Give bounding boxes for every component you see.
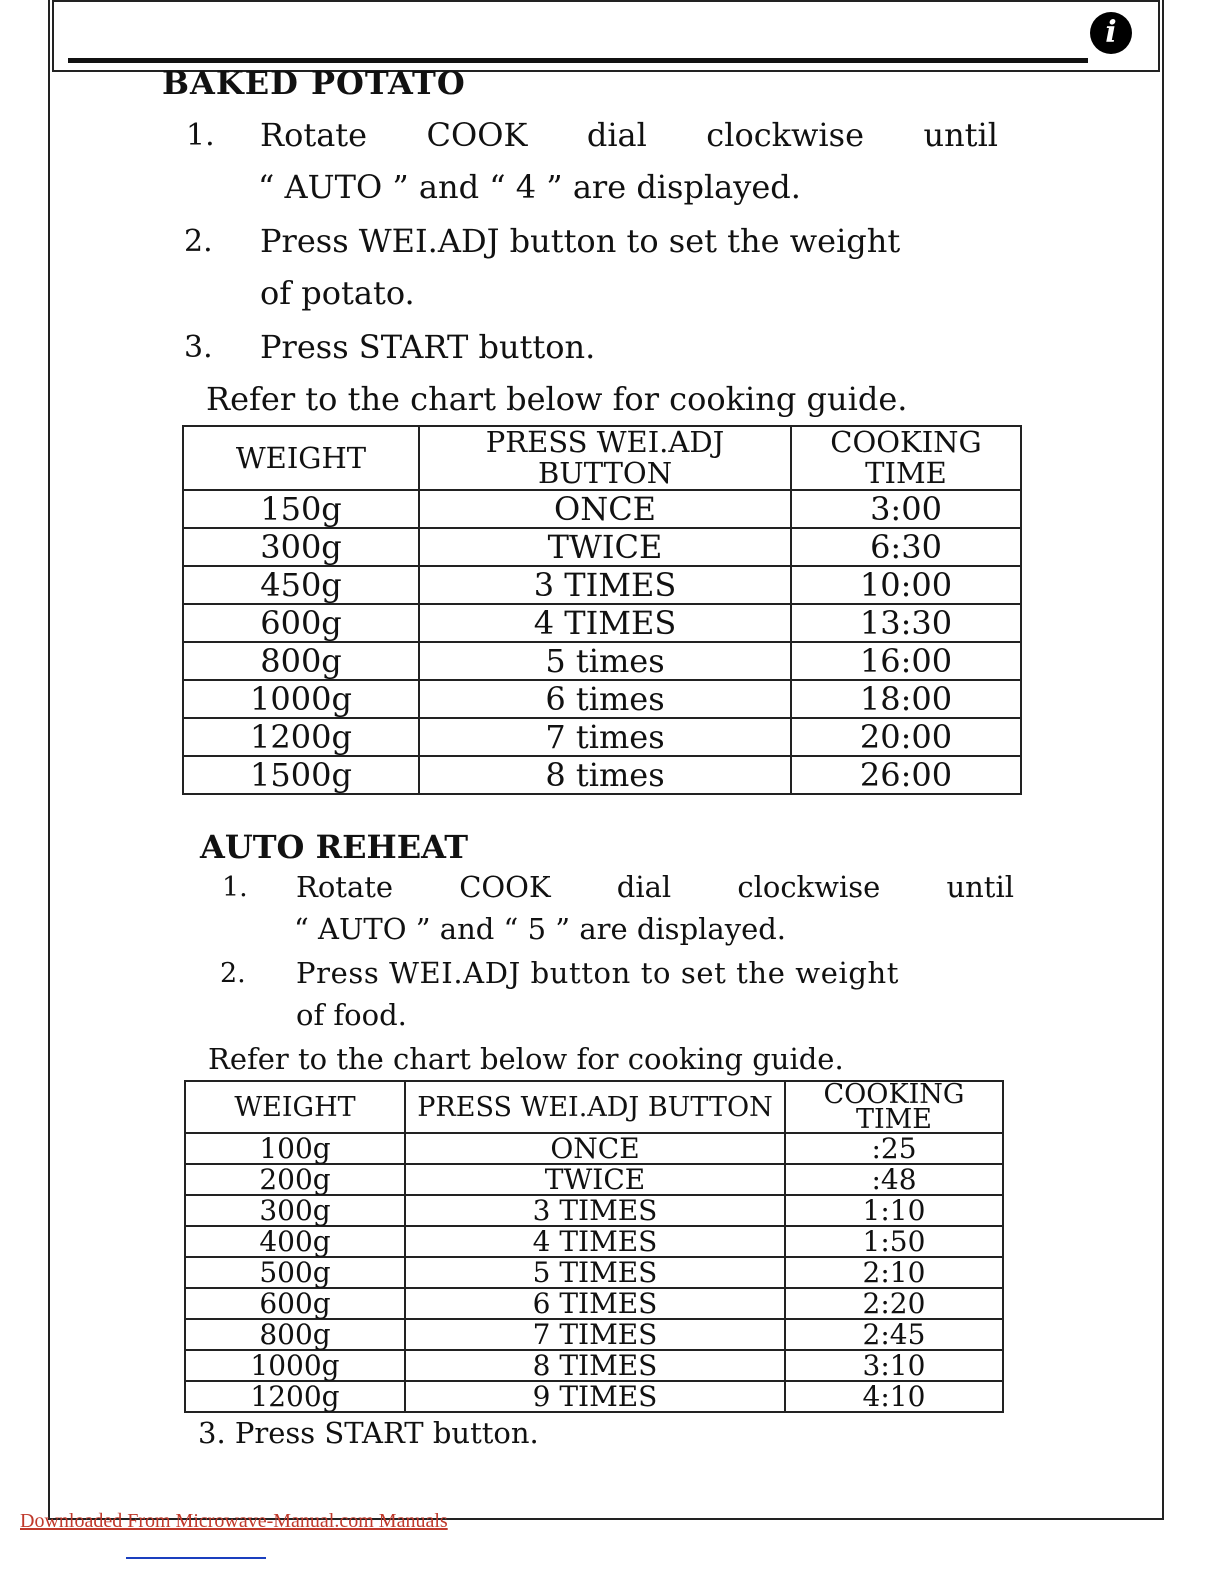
step-line: Press WEI.ADJ button to set the weight: [260, 222, 901, 260]
table-cell: 13:30: [791, 604, 1021, 642]
table-header: PRESS WEI.ADJ BUTTON: [419, 426, 791, 490]
table-cell: ONCE: [405, 1133, 785, 1164]
step-number: 1.: [222, 872, 248, 903]
table-row: [183, 718, 1021, 756]
baked-potato-table: [182, 425, 1022, 795]
table-cell: 3 TIMES: [419, 566, 791, 604]
table-row: [185, 1195, 1003, 1226]
table-cell: TWICE: [419, 528, 791, 566]
table-header-row: [185, 1081, 1003, 1133]
table-cell: 8 times: [419, 756, 791, 794]
table-row: [183, 528, 1021, 566]
table-cell: 5 times: [419, 642, 791, 680]
step-word: Rotate: [260, 116, 368, 154]
table-row: [185, 1226, 1003, 1257]
table-cell: 300g: [185, 1195, 405, 1226]
table-cell: 150g: [183, 490, 419, 528]
table-row: [185, 1350, 1003, 1381]
table-row: [183, 756, 1021, 794]
table-cell: 400g: [185, 1226, 405, 1257]
table-cell: 200g: [185, 1164, 405, 1195]
step-word: Rotate: [296, 870, 394, 904]
table-cell: 16:00: [791, 642, 1021, 680]
step-line: [296, 870, 1014, 904]
table-cell: 600g: [183, 604, 419, 642]
step-line: “ AUTO ” and “ 4 ” are displayed.: [258, 168, 801, 206]
table-cell: 800g: [183, 642, 419, 680]
table-cell: 100g: [185, 1133, 405, 1164]
step-number: 3.: [184, 330, 213, 365]
table-cell: 18:00: [791, 680, 1021, 718]
table-row: [183, 680, 1021, 718]
table-cell: 1200g: [185, 1381, 405, 1412]
table-row: [185, 1164, 1003, 1195]
table-cell: 5 TIMES: [405, 1257, 785, 1288]
chart-note: Refer to the chart below for cooking guide.: [208, 1042, 844, 1076]
table-row: [183, 604, 1021, 642]
info-icon: i: [1090, 12, 1132, 54]
table-cell: 2:10: [785, 1257, 1003, 1288]
table-cell: 3:10: [785, 1350, 1003, 1381]
footer-rule: [126, 1557, 266, 1559]
table-cell: :48: [785, 1164, 1003, 1195]
table-cell: 3:00: [791, 490, 1021, 528]
table-cell: 1500g: [183, 756, 419, 794]
table-row: [183, 642, 1021, 680]
step-line: of potato.: [260, 274, 415, 312]
table-cell: ONCE: [419, 490, 791, 528]
chart-note: Refer to the chart below for cooking guide.: [206, 380, 908, 418]
table-cell: 6 times: [419, 680, 791, 718]
step-word: clockwise: [706, 116, 865, 154]
header-rule: [68, 58, 1088, 63]
step-word: until: [923, 116, 998, 154]
table-cell: 4 TIMES: [419, 604, 791, 642]
table-row: [185, 1381, 1003, 1412]
step-number: 1.: [186, 118, 215, 153]
step-line: of food.: [296, 998, 407, 1032]
step-number: 2.: [220, 958, 246, 989]
step-word: dial: [616, 870, 672, 904]
auto-reheat-table: [184, 1080, 1004, 1413]
final-step: 3. Press START button.: [198, 1416, 539, 1450]
step-word: COOK: [459, 870, 551, 904]
table-header: WEIGHT: [183, 426, 419, 490]
table-cell: 7 times: [419, 718, 791, 756]
table-header: PRESS WEI.ADJ BUTTON: [405, 1081, 785, 1133]
table-cell: 450g: [183, 566, 419, 604]
table-cell: 2:45: [785, 1319, 1003, 1350]
table-row: [185, 1257, 1003, 1288]
table-cell: 500g: [185, 1257, 405, 1288]
table-cell: 10:00: [791, 566, 1021, 604]
table-header: COOKING TIME: [785, 1081, 1003, 1133]
footer-download-link[interactable]: Downloaded From Microwave-Manual.com Manuals: [20, 1510, 448, 1532]
table-cell: 1:50: [785, 1226, 1003, 1257]
table-cell: 6 TIMES: [405, 1288, 785, 1319]
table-header: WEIGHT: [185, 1081, 405, 1133]
table-cell: 300g: [183, 528, 419, 566]
table-row: [183, 490, 1021, 528]
table-cell: 20:00: [791, 718, 1021, 756]
table-cell: 4 TIMES: [405, 1226, 785, 1257]
table-cell: :25: [785, 1133, 1003, 1164]
table-cell: 1:10: [785, 1195, 1003, 1226]
table-cell: 9 TIMES: [405, 1381, 785, 1412]
table-cell: 26:00: [791, 756, 1021, 794]
section-title-auto-reheat: AUTO REHEAT: [200, 828, 469, 866]
table-cell: 600g: [185, 1288, 405, 1319]
step-word: COOK: [426, 116, 528, 154]
step-line: “ AUTO ” and “ 5 ” are displayed.: [294, 912, 787, 946]
table-row: [185, 1133, 1003, 1164]
table-cell: 4:10: [785, 1381, 1003, 1412]
table-row: [185, 1288, 1003, 1319]
table-header-row: [183, 426, 1021, 490]
table-cell: 3 TIMES: [405, 1195, 785, 1226]
table-cell: 2:20: [785, 1288, 1003, 1319]
table-cell: TWICE: [405, 1164, 785, 1195]
table-cell: 1000g: [183, 680, 419, 718]
table-header: COOKING TIME: [791, 426, 1021, 490]
table-cell: 6:30: [791, 528, 1021, 566]
table-row: [183, 566, 1021, 604]
table-cell: 1000g: [185, 1350, 405, 1381]
step-word: dial: [586, 116, 647, 154]
step-line: Press START button.: [260, 328, 596, 366]
table-cell: 7 TIMES: [405, 1319, 785, 1350]
step-word: clockwise: [737, 870, 881, 904]
table-cell: 1200g: [183, 718, 419, 756]
step-line: [260, 116, 998, 154]
table-row: [185, 1319, 1003, 1350]
step-line: Press WEI.ADJ button to set the weight: [296, 956, 900, 990]
section-title-baked-potato: BAKED POTATO: [162, 64, 466, 102]
table-cell: 8 TIMES: [405, 1350, 785, 1381]
step-number: 2.: [184, 224, 213, 259]
step-word: until: [946, 870, 1014, 904]
table-cell: 800g: [185, 1319, 405, 1350]
